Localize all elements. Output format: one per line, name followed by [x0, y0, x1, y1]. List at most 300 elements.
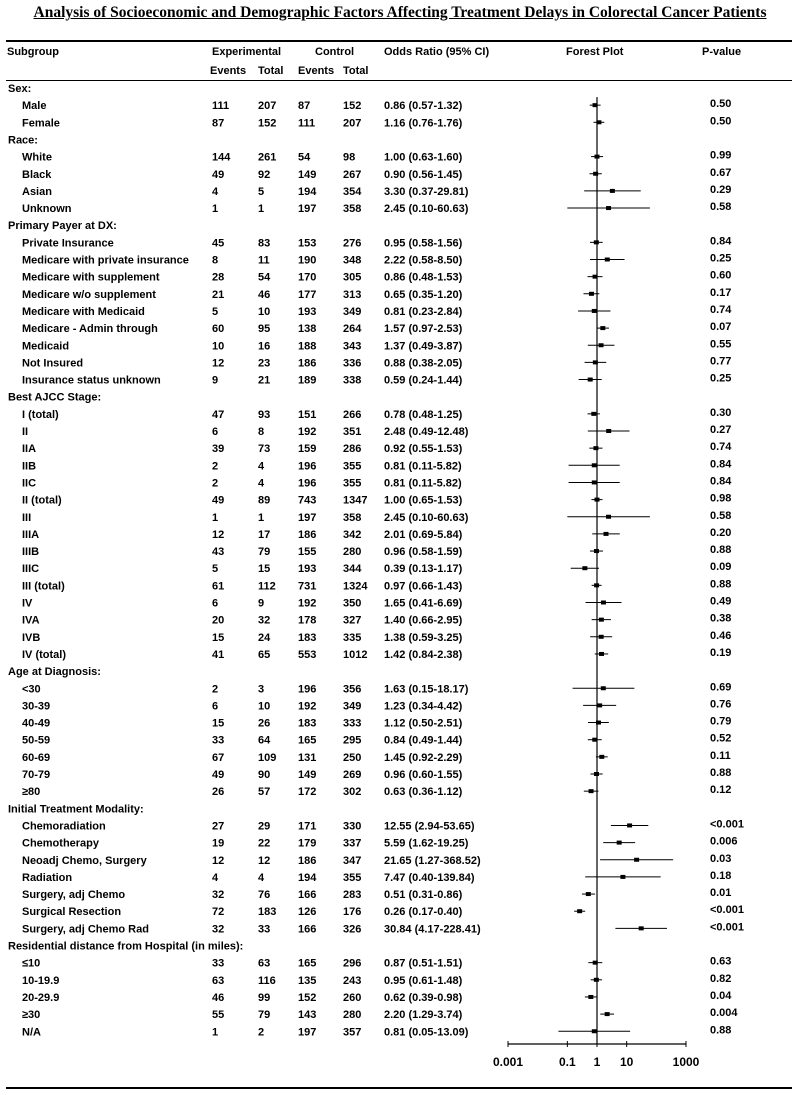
point-estimate — [594, 240, 599, 244]
row-label: Surgery, adj Chemo — [22, 889, 126, 902]
exp-total-cell: 57 — [258, 786, 271, 799]
point-estimate — [588, 995, 593, 999]
odds-ratio-cell: 0.86 (0.57-1.32) — [384, 100, 463, 113]
odds-ratio-cell: 1.00 (0.63-1.60) — [384, 151, 463, 164]
ctl-total-cell: 243 — [343, 974, 362, 987]
exp-total-cell: 29 — [258, 820, 271, 833]
exp-events-cell: 49 — [212, 168, 225, 181]
header-ctl-events: Events — [298, 65, 335, 77]
exp-total-cell: 76 — [258, 889, 271, 902]
p-value-cell: 0.38 — [710, 612, 732, 625]
exp-events-cell: 2 — [212, 683, 219, 696]
x-tick-label: 10 — [619, 1055, 634, 1069]
ctl-total-cell: 98 — [343, 151, 356, 164]
p-value-cell: 0.63 — [710, 955, 732, 968]
odds-ratio-cell: 21.65 (1.27-368.52) — [384, 854, 481, 867]
ctl-events-cell: 155 — [298, 546, 317, 559]
row-label: Male — [22, 100, 47, 113]
row-label: IVA — [22, 614, 40, 627]
ctl-total-cell: 326 — [343, 923, 362, 936]
ctl-events-cell: 196 — [298, 477, 317, 490]
odds-ratio-cell: 7.47 (0.40-139.84) — [384, 871, 475, 884]
ctl-events-cell: 135 — [298, 974, 317, 987]
p-value-cell: <0.001 — [710, 904, 744, 917]
bottom-rule — [6, 1087, 792, 1089]
point-estimate — [627, 823, 632, 827]
odds-ratio-cell: 0.86 (0.48-1.53) — [384, 271, 463, 284]
exp-total-cell: 2 — [258, 1026, 265, 1039]
p-value-cell: 0.88 — [710, 1024, 732, 1037]
ctl-events-cell: 192 — [298, 597, 317, 610]
row-label: 20-29.9 — [22, 991, 60, 1004]
exp-events-cell: 49 — [212, 494, 225, 507]
ctl-events-cell: 743 — [298, 494, 317, 507]
ctl-events-cell: 151 — [298, 408, 317, 421]
row-label: 70-79 — [22, 769, 51, 781]
row-label: II (total) — [22, 494, 62, 507]
ctl-events-cell: 166 — [298, 923, 317, 936]
p-value-cell: 0.79 — [710, 715, 732, 728]
exp-events-cell: 15 — [212, 717, 225, 730]
row-label: IIC — [22, 477, 37, 490]
row-label: Medicare - Admin through — [22, 323, 158, 336]
point-estimate — [620, 875, 625, 879]
p-value-cell: 0.29 — [710, 183, 732, 196]
exp-total-cell: 15 — [258, 563, 271, 576]
odds-ratio-cell: 1.45 (0.92-2.29) — [384, 751, 463, 764]
exp-events-cell: 2 — [212, 477, 219, 490]
ctl-total-cell: 283 — [343, 889, 362, 902]
ctl-events-cell: 172 — [298, 786, 317, 799]
row-label: Medicare with Medicaid — [22, 305, 145, 318]
exp-total-cell: 152 — [258, 117, 277, 130]
p-value-cell: 0.18 — [710, 869, 732, 882]
exp-total-cell: 8 — [258, 426, 265, 438]
exp-events-cell: 60 — [212, 323, 225, 336]
point-estimate — [606, 429, 611, 433]
p-value-cell: 0.99 — [710, 149, 732, 162]
x-tick-label: 1000 — [672, 1055, 700, 1069]
p-value-cell: 0.11 — [710, 749, 731, 762]
odds-ratio-cell: 1.23 (0.34-4.42) — [384, 700, 463, 713]
exp-events-cell: 72 — [212, 906, 225, 919]
odds-ratio-cell: 0.97 (0.66-1.43) — [384, 580, 463, 593]
group-heading: Initial Treatment Modality: — [8, 803, 144, 816]
odds-ratio-cell: 2.48 (0.49-12.48) — [384, 426, 469, 438]
point-estimate — [599, 755, 604, 759]
odds-ratio-cell: 0.84 (0.49-1.44) — [384, 734, 463, 747]
row-label: IIB — [22, 460, 37, 473]
ctl-events-cell: 194 — [298, 185, 317, 198]
point-estimate — [606, 206, 611, 210]
odds-ratio-cell: 0.39 (0.13-1.17) — [384, 563, 463, 576]
row-label: 50-59 — [22, 734, 51, 747]
p-value-cell: 0.03 — [710, 852, 732, 865]
ctl-total-cell: 207 — [343, 117, 362, 130]
row-label: 60-69 — [22, 751, 51, 764]
ctl-events-cell: 171 — [298, 820, 317, 833]
header-control: Control — [315, 46, 355, 58]
exp-total-cell: 5 — [258, 185, 265, 198]
odds-ratio-cell: 3.30 (0.37-29.81) — [384, 185, 469, 198]
ctl-total-cell: 280 — [343, 1009, 362, 1022]
row-label: I (total) — [22, 408, 59, 421]
exp-events-cell: 28 — [212, 271, 225, 284]
ctl-events-cell: 190 — [298, 254, 317, 267]
exp-total-cell: 64 — [258, 734, 271, 747]
odds-ratio-cell: 0.95 (0.61-1.48) — [384, 974, 463, 987]
exp-events-cell: 41 — [212, 648, 225, 661]
odds-ratio-cell: 0.63 (0.36-1.12) — [384, 786, 463, 799]
exp-events-cell: 47 — [212, 408, 225, 421]
exp-events-cell: 1 — [212, 203, 219, 216]
p-value-cell: 0.60 — [710, 269, 732, 282]
row-label: Medicare w/o supplement — [22, 288, 156, 301]
ctl-events-cell: 126 — [298, 906, 317, 919]
exp-events-cell: 2 — [212, 460, 219, 473]
ctl-events-cell: 131 — [298, 751, 317, 764]
point-estimate — [589, 292, 594, 296]
exp-events-cell: 4 — [212, 185, 219, 198]
row-label: Unknown — [22, 203, 72, 216]
p-value-cell: 0.77 — [710, 355, 732, 368]
point-estimate — [592, 463, 597, 467]
p-value-cell: 0.50 — [710, 98, 732, 111]
point-estimate — [605, 1012, 610, 1016]
p-value-cell: 0.74 — [710, 441, 732, 454]
p-value-cell: 0.84 — [710, 235, 732, 248]
p-value-cell: 0.74 — [710, 303, 732, 316]
point-estimate — [603, 532, 608, 536]
odds-ratio-cell: 1.40 (0.66-2.95) — [384, 614, 463, 627]
row-label: IV (total) — [22, 648, 66, 661]
ctl-events-cell: 186 — [298, 528, 317, 541]
exp-events-cell: 6 — [212, 597, 219, 610]
ctl-total-cell: 1012 — [343, 648, 368, 661]
ctl-events-cell: 183 — [298, 717, 317, 730]
point-estimate — [599, 618, 604, 622]
ctl-total-cell: 152 — [343, 100, 362, 113]
p-value-cell: 0.07 — [710, 321, 732, 334]
p-value-cell: 0.58 — [710, 509, 732, 522]
ctl-total-cell: 1324 — [343, 580, 368, 593]
ctl-events-cell: 111 — [298, 117, 316, 130]
exp-total-cell: 79 — [258, 1009, 271, 1022]
ctl-total-cell: 349 — [343, 305, 362, 318]
point-estimate — [594, 978, 599, 982]
ctl-events-cell: 193 — [298, 305, 317, 318]
point-estimate — [599, 343, 604, 347]
exp-events-cell: 33 — [212, 734, 225, 747]
ctl-events-cell: 197 — [298, 1026, 317, 1039]
row-label: ≤10 — [22, 957, 41, 970]
p-value-cell: 0.04 — [710, 989, 732, 1002]
ctl-events-cell: 196 — [298, 683, 317, 696]
ctl-total-cell: 260 — [343, 991, 362, 1004]
odds-ratio-cell: 1.38 (0.59-3.25) — [384, 631, 463, 644]
odds-ratio-cell: 2.45 (0.10-60.63) — [384, 203, 469, 216]
exp-total-cell: 89 — [258, 494, 271, 507]
group-heading: Best AJCC Stage: — [8, 391, 102, 404]
p-value-cell: 0.19 — [710, 646, 732, 659]
exp-total-cell: 93 — [258, 408, 271, 421]
exp-events-cell: 67 — [212, 751, 225, 764]
p-value-cell: 0.82 — [710, 972, 732, 985]
odds-ratio-cell: 0.96 (0.58-1.59) — [384, 546, 463, 559]
odds-ratio-cell: 5.59 (1.62-19.25) — [384, 837, 469, 850]
exp-events-cell: 19 — [212, 837, 225, 850]
point-estimate — [597, 703, 602, 707]
odds-ratio-cell: 1.42 (0.84-2.38) — [384, 648, 463, 661]
p-value-cell: 0.09 — [710, 561, 732, 574]
ctl-events-cell: 197 — [298, 511, 317, 524]
odds-ratio-cell: 1.37 (0.49-3.87) — [384, 340, 463, 353]
ctl-events-cell: 189 — [298, 374, 317, 387]
point-estimate — [593, 446, 598, 450]
ctl-events-cell: 165 — [298, 734, 317, 747]
ctl-total-cell: 302 — [343, 786, 362, 799]
chart-title: Analysis of Socioeconomic and Demographic Factors Affecting Treatment Delays in Colorectal Cancer Patients — [33, 4, 767, 21]
header-exp-events: Events — [210, 65, 247, 77]
ctl-events-cell: 152 — [298, 991, 317, 1004]
ctl-events-cell: 194 — [298, 871, 317, 884]
row-label: Chemoradiation — [22, 820, 106, 833]
exp-events-cell: 39 — [212, 443, 225, 456]
ctl-events-cell: 149 — [298, 769, 317, 781]
p-value-cell: 0.84 — [710, 475, 732, 488]
x-tick-label: 0.1 — [558, 1055, 576, 1069]
row-label: ≥30 — [22, 1009, 41, 1022]
p-value-cell: 0.88 — [710, 578, 732, 591]
exp-events-cell: 12 — [212, 528, 225, 541]
row-label: III (total) — [22, 580, 65, 593]
exp-total-cell: 90 — [258, 769, 271, 781]
point-estimate — [617, 841, 622, 845]
ctl-total-cell: 305 — [343, 271, 362, 284]
odds-ratio-cell: 0.62 (0.39-0.98) — [384, 991, 463, 1004]
ctl-total-cell: 344 — [343, 563, 362, 576]
exp-total-cell: 109 — [258, 751, 277, 764]
point-estimate — [577, 909, 582, 913]
odds-ratio-cell: 0.87 (0.51-1.51) — [384, 957, 463, 970]
exp-events-cell: 46 — [212, 991, 225, 1004]
ctl-total-cell: 349 — [343, 700, 362, 713]
ctl-events-cell: 165 — [298, 957, 317, 970]
ctl-total-cell: 351 — [343, 426, 362, 438]
p-value-cell: 0.006 — [710, 835, 738, 848]
row-label: 30-39 — [22, 700, 51, 713]
ctl-events-cell: 192 — [298, 426, 317, 438]
p-value-cell: 0.69 — [710, 681, 732, 694]
odds-ratio-cell: 0.90 (0.56-1.45) — [384, 168, 463, 181]
ctl-total-cell: 358 — [343, 203, 362, 216]
p-value-cell: 0.27 — [710, 424, 732, 436]
ctl-total-cell: 269 — [343, 769, 362, 781]
ctl-total-cell: 336 — [343, 357, 362, 370]
row-label: 10-19.9 — [22, 974, 60, 987]
row-label: IIIA — [22, 528, 40, 541]
exp-events-cell: 15 — [212, 631, 225, 644]
point-estimate — [634, 858, 639, 862]
row-label: Female — [22, 117, 60, 130]
exp-events-cell: 1 — [212, 511, 219, 524]
ctl-events-cell: 188 — [298, 340, 317, 353]
odds-ratio-cell: 1.16 (0.76-1.76) — [384, 117, 463, 130]
ctl-total-cell: 358 — [343, 511, 362, 524]
group-heading: Primary Payer at DX: — [8, 220, 117, 233]
ctl-total-cell: 342 — [343, 528, 362, 541]
point-estimate — [582, 566, 587, 570]
p-value-cell: 0.98 — [710, 492, 732, 505]
odds-ratio-cell: 30.84 (4.17-228.41) — [384, 923, 481, 936]
exp-total-cell: 10 — [258, 305, 271, 318]
x-tick-label: 1 — [593, 1055, 601, 1069]
p-value-cell: 0.25 — [710, 372, 732, 385]
exp-total-cell: 17 — [258, 528, 271, 541]
exp-events-cell: 32 — [212, 889, 225, 902]
header-forest-plot: Forest Plot — [566, 46, 624, 58]
exp-total-cell: 12 — [258, 854, 271, 867]
header-exp-total: Total — [258, 65, 284, 77]
p-value-cell: 0.004 — [710, 1007, 738, 1020]
exp-events-cell: 20 — [212, 614, 225, 627]
ctl-total-cell: 354 — [343, 185, 362, 198]
odds-ratio-cell: 0.95 (0.58-1.56) — [384, 237, 463, 250]
point-estimate — [592, 309, 597, 313]
point-estimate — [599, 635, 604, 639]
point-estimate — [605, 258, 610, 262]
ctl-events-cell: 178 — [298, 614, 317, 627]
exp-events-cell: 9 — [212, 374, 219, 387]
row-label: IIA — [22, 443, 37, 456]
ctl-total-cell: 333 — [343, 717, 362, 730]
group-heading: Race: — [8, 134, 38, 147]
odds-ratio-cell: 12.55 (2.94-53.65) — [384, 820, 475, 833]
ctl-total-cell: 355 — [343, 460, 362, 473]
exp-total-cell: 63 — [258, 957, 271, 970]
ctl-total-cell: 327 — [343, 614, 362, 627]
row-label: White — [22, 151, 52, 164]
ctl-total-cell: 356 — [343, 683, 362, 696]
odds-ratio-cell: 2.01 (0.69-5.84) — [384, 528, 463, 541]
exp-events-cell: 4 — [212, 871, 219, 884]
header-subgroup: Subgroup — [7, 46, 59, 58]
ctl-total-cell: 347 — [343, 854, 362, 867]
exp-total-cell: 79 — [258, 546, 271, 559]
point-estimate — [606, 515, 611, 519]
odds-ratio-cell: 0.92 (0.55-1.53) — [384, 443, 463, 456]
exp-events-cell: 12 — [212, 854, 225, 867]
exp-events-cell: 6 — [212, 426, 219, 438]
ctl-total-cell: 337 — [343, 837, 362, 850]
ctl-total-cell: 355 — [343, 477, 362, 490]
exp-total-cell: 95 — [258, 323, 271, 336]
exp-total-cell: 4 — [258, 460, 265, 473]
ctl-total-cell: 276 — [343, 237, 362, 250]
point-estimate — [610, 189, 615, 193]
exp-total-cell: 21 — [258, 374, 271, 387]
ctl-total-cell: 286 — [343, 443, 362, 456]
ctl-events-cell: 186 — [298, 357, 317, 370]
row-label: Black — [22, 168, 52, 181]
odds-ratio-cell: 0.81 (0.11-5.82) — [384, 460, 462, 473]
exp-events-cell: 27 — [212, 820, 225, 833]
row-label: III — [22, 511, 32, 524]
row-label: <30 — [22, 683, 41, 696]
exp-total-cell: 112 — [258, 580, 276, 593]
ctl-events-cell: 54 — [298, 151, 311, 164]
odds-ratio-cell: 1.12 (0.50-2.51) — [384, 717, 463, 730]
ctl-total-cell: 338 — [343, 374, 362, 387]
p-value-cell: 0.52 — [710, 732, 732, 745]
exp-total-cell: 22 — [258, 837, 271, 850]
p-value-cell: 0.58 — [710, 201, 732, 214]
exp-events-cell: 21 — [212, 288, 225, 301]
ctl-events-cell: 197 — [298, 203, 317, 216]
exp-events-cell: 32 — [212, 923, 225, 936]
p-value-cell: 0.88 — [710, 767, 732, 779]
header-odds-ratio: Odds Ratio (95% CI) — [384, 46, 490, 58]
odds-ratio-cell: 0.81 (0.23-2.84) — [384, 305, 463, 318]
odds-ratio-cell: 0.51 (0.31-0.86) — [384, 889, 463, 902]
ctl-events-cell: 196 — [298, 460, 317, 473]
ctl-events-cell: 179 — [298, 837, 317, 850]
exp-events-cell: 49 — [212, 769, 225, 781]
row-label: Asian — [22, 185, 52, 198]
group-heading: Sex: — [8, 83, 32, 95]
row-label: Private Insurance — [22, 237, 114, 250]
exp-total-cell: 11 — [258, 254, 270, 267]
ctl-total-cell: 266 — [343, 408, 362, 421]
exp-events-cell: 63 — [212, 974, 225, 987]
ctl-total-cell: 280 — [343, 546, 362, 559]
exp-total-cell: 9 — [258, 597, 265, 610]
ctl-events-cell: 149 — [298, 168, 317, 181]
point-estimate — [592, 480, 597, 484]
odds-ratio-cell: 0.81 (0.05-13.09) — [384, 1026, 469, 1039]
ctl-total-cell: 335 — [343, 631, 362, 644]
point-estimate — [601, 601, 606, 605]
ctl-events-cell: 186 — [298, 854, 317, 867]
p-value-cell: 0.25 — [710, 252, 732, 265]
point-estimate — [599, 652, 604, 656]
odds-ratio-cell: 0.26 (0.17-0.40) — [384, 906, 463, 919]
row-label: IIIC — [22, 563, 40, 576]
exp-events-cell: 33 — [212, 957, 225, 970]
row-label: Radiation — [22, 871, 73, 884]
odds-ratio-cell: 0.78 (0.48-1.25) — [384, 408, 463, 421]
p-value-cell: 0.12 — [710, 784, 732, 797]
exp-total-cell: 116 — [258, 974, 276, 987]
exp-events-cell: 10 — [212, 340, 225, 353]
odds-ratio-cell: 0.81 (0.11-5.82) — [384, 477, 462, 490]
exp-total-cell: 3 — [258, 683, 265, 696]
row-label: Medicare with supplement — [22, 271, 160, 284]
p-value-cell: 0.49 — [710, 595, 732, 608]
p-value-cell: <0.001 — [710, 818, 744, 831]
ctl-events-cell: 166 — [298, 889, 317, 902]
exp-events-cell: 12 — [212, 357, 225, 370]
odds-ratio-cell: 0.88 (0.38-2.05) — [384, 357, 463, 370]
ctl-events-cell: 170 — [298, 271, 317, 284]
p-value-cell: 0.17 — [710, 286, 732, 299]
exp-total-cell: 16 — [258, 340, 271, 353]
point-estimate — [600, 326, 605, 330]
exp-events-cell: 5 — [212, 563, 219, 576]
p-value-cell: 0.88 — [710, 544, 732, 557]
exp-events-cell: 26 — [212, 786, 225, 799]
row-label: II — [22, 426, 29, 438]
